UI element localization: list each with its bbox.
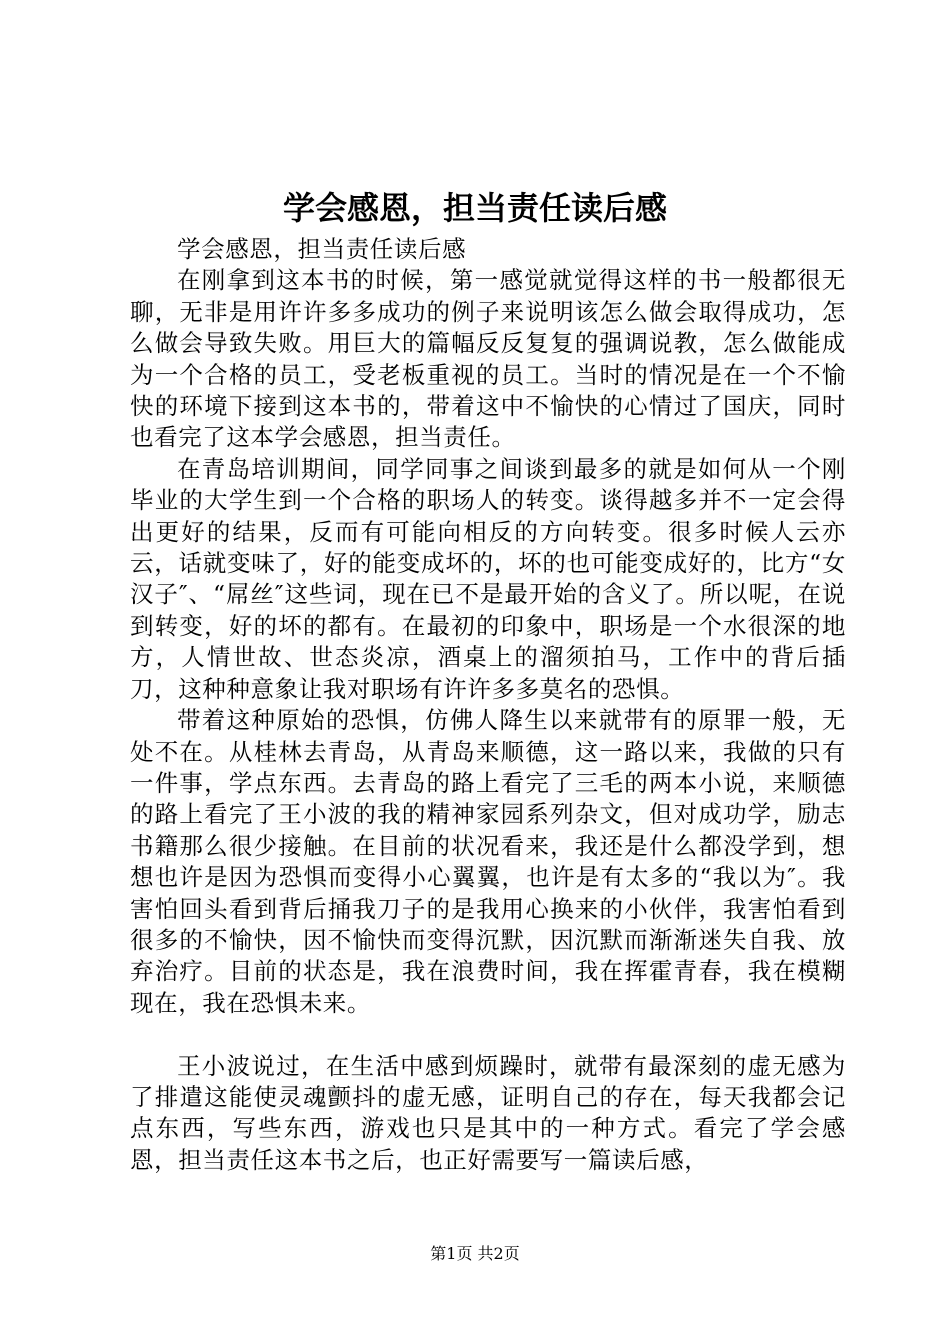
paragraph-subtitle: 学会感恩，担当责任读后感 (177, 235, 467, 263)
paragraph-3: 带着这种原始的恐惧，仿佛人降生以来就带有的原罪一般，无处不在。从桂林去青岛，从青岛来顺德，这一路以来，我做的只有一件事，学点东西。去青岛的路上看完了三毛的两本小说，来顺德的路上看完了王小波的我的精神家园系列杂文，但对成功学，励志书籍那么很少接触。在目前的状况看来，我还是什么都没学到，想想也许是因为恐惧而变得小心翼翼，也许是有太多的“我以为″。我害怕回头看到背后捅我刀子的是我用心换来的小伙伴，我害怕看到很多的不愉快，因不愉快而变得沉默，因沉默而渐渐迷失自我、放弃治疗。目前的状态是，我在浪费时间，我在挥霍青春，我在模糊现在，我在恐惧未来。 (130, 706, 846, 1017)
page-footer: 第1页 共2页 (430, 1244, 520, 1263)
paragraph-4: 王小波说过，在生活中感到烦躁时，就带有最深刻的虚无感为了排遣这能使灵魂颤抖的虚无感，证明自己的存在，每天我都会记点东西，写些东西，游戏也只是其中的一种方式。看完了学会感恩，担当责任这本书之后，也正好需要写一篇读后感， (130, 1051, 846, 1174)
document-title: 学会感恩，担当责任读后感 (282, 189, 667, 227)
document-body (130, 234, 846, 1176)
paragraph-1: 在刚拿到这本书的时候，第一感觉就觉得这样的书一般都很无聊，无非是用许许多多成功的例子来说明该怎么做会取得成功，怎么做会导致失败。用巨大的篇幅反反复复的强调说教，怎么做能成为一个合格的员工，受老板重视的员工。当时的情况是在一个不愉快的环境下接到这本书的，带着这中不愉快的心情过了国庆，同时也看完了这本学会感恩，担当责任。 (130, 266, 846, 452)
paragraph-spacer (130, 1019, 846, 1050)
paragraph-2: 在青岛培训期间，同学同事之间谈到最多的就是如何从一个刚毕业的大学生到一个合格的职场人的转变。谈得越多并不一定会得出更好的结果，反而有可能向相反的方向转变。很多时候人云亦云，话就变味了，好的能变成坏的，坏的也可能变成好的，比方“女汉子″、“屌丝″这些词，现在已不是最开始的含义了。所以呢，在说到转变，好的坏的都有。在最初的印象中，职场是一个水很深的地方，人情世故、世态炎凉，酒桌上的溜须拍马，工作中的背后插刀，这种种意象让我对职场有许许多多莫名的恐惧。 (130, 454, 846, 703)
